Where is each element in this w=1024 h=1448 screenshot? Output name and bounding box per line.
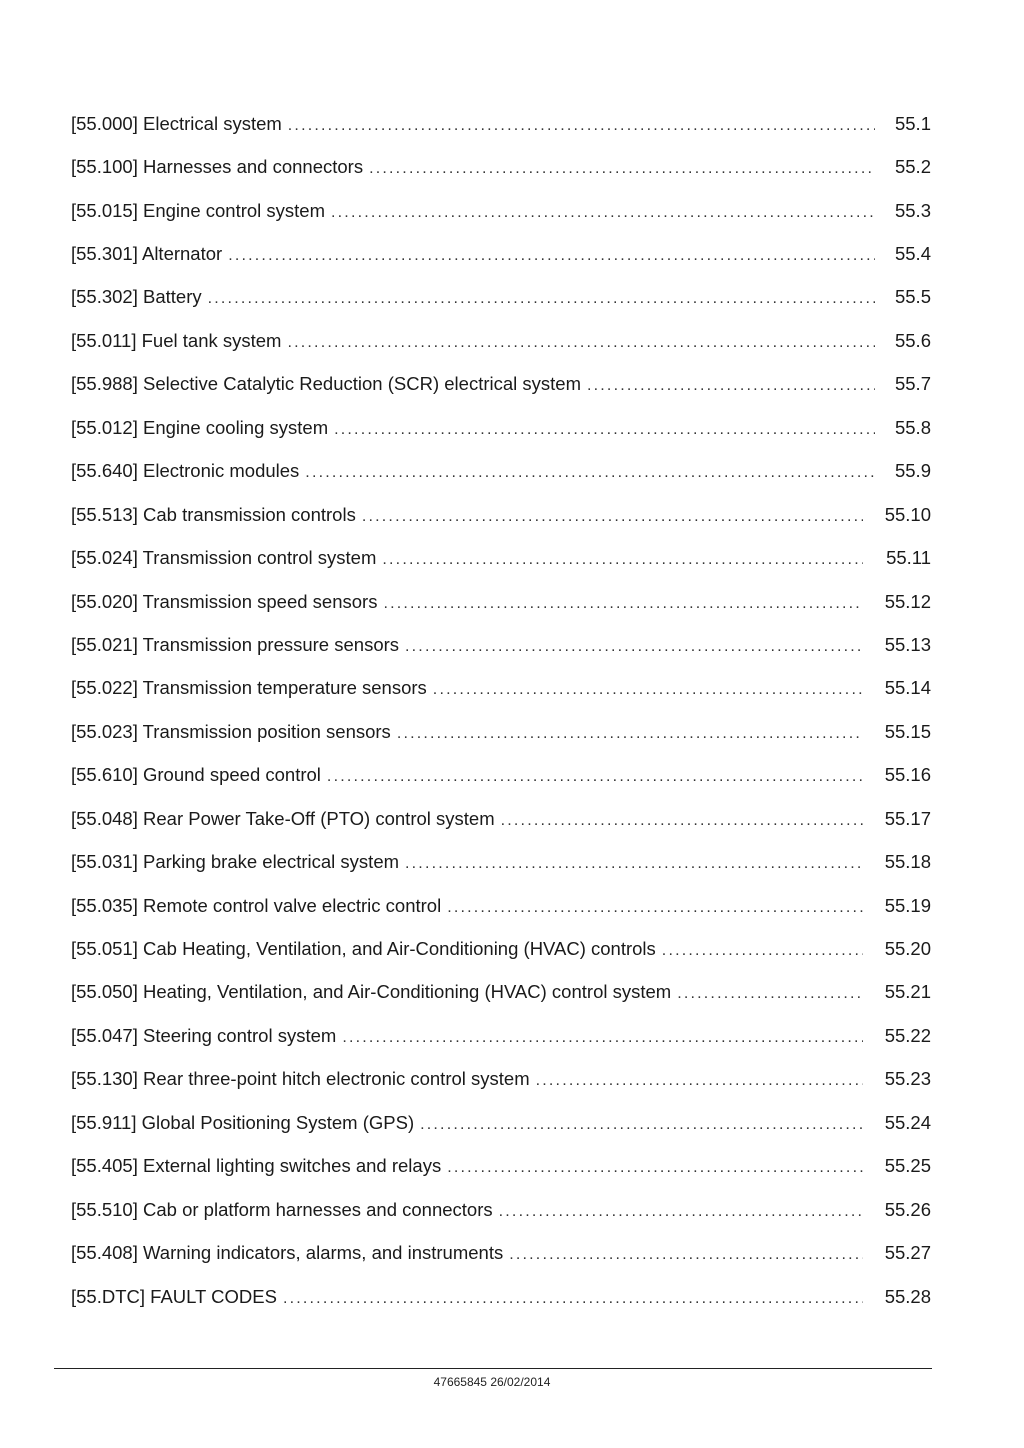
toc-entry-page: 55.1: [894, 112, 931, 134]
toc-entry[interactable]: [71, 927, 931, 970]
toc-entry-title: [55.020] Transmission speed sensors: [71, 590, 378, 612]
toc-leader-dots: [662, 942, 863, 960]
toc-entry-title: [55.035] Remote control valve electric control: [71, 894, 442, 916]
toc-leader-dots: [369, 160, 875, 178]
toc-entry-title: [55.610] Ground speed control: [71, 764, 321, 786]
toc-leader-dots: [405, 855, 863, 873]
toc-entry[interactable]: [71, 406, 931, 449]
toc-leader-dots: [420, 1116, 863, 1134]
toc-leader-dots: [397, 725, 863, 743]
toc-entry-page: 55.23: [884, 1068, 931, 1090]
toc-leader-dots: [208, 290, 875, 308]
table-of-contents: [71, 102, 931, 1318]
toc-entry[interactable]: [71, 667, 931, 710]
toc-entry-title: [55.988] Selective Catalytic Reduction (SCR) electrical system: [71, 373, 581, 395]
toc-leader-dots: [447, 899, 863, 917]
toc-entry-page: 55.28: [884, 1285, 931, 1307]
toc-entry[interactable]: [71, 1014, 931, 1057]
toc-leader-dots: [362, 508, 863, 526]
toc-entry-page: 55.2: [894, 156, 931, 178]
toc-entry[interactable]: [71, 102, 931, 145]
toc-leader-dots: [677, 985, 863, 1003]
toc-entry-title: [55.640] Electronic modules: [71, 460, 300, 482]
toc-entry-page: 55.5: [894, 286, 931, 308]
toc-entry-title: [55.911] Global Positioning System (GPS): [71, 1111, 415, 1133]
toc-entry-title: [55.031] Parking brake electrical system: [71, 851, 400, 873]
toc-entry-page: 55.6: [894, 329, 931, 351]
toc-leader-dots: [342, 1029, 863, 1047]
toc-leader-dots: [382, 551, 863, 569]
toc-entry[interactable]: [71, 319, 931, 362]
toc-entry-page: 55.20: [884, 938, 931, 960]
toc-entry[interactable]: [71, 1101, 931, 1144]
toc-entry[interactable]: [71, 232, 931, 275]
toc-entry[interactable]: [71, 1145, 931, 1188]
toc-entry-title: [55.DTC] FAULT CODES: [71, 1285, 277, 1307]
toc-entry[interactable]: [71, 189, 931, 232]
toc-entry-page: 55.21: [884, 981, 931, 1003]
toc-entry-page: 55.24: [884, 1111, 931, 1133]
toc-leader-dots: [405, 638, 863, 656]
toc-entry-page: 55.25: [884, 1155, 931, 1177]
toc-entry-page: 55.12: [884, 590, 931, 612]
toc-entry[interactable]: [71, 623, 931, 666]
toc-leader-dots: [433, 681, 863, 699]
toc-entry[interactable]: [71, 754, 931, 797]
toc-leader-dots: [501, 812, 863, 830]
toc-entry-page: 55.13: [884, 633, 931, 655]
toc-entry-page: 55.8: [894, 416, 931, 438]
toc-entry-title: [55.022] Transmission temperature sensors: [71, 677, 427, 699]
toc-leader-dots: [587, 377, 875, 395]
toc-entry-title: [55.015] Engine control system: [71, 199, 326, 221]
toc-entry[interactable]: [71, 1275, 931, 1318]
toc-entry[interactable]: [71, 276, 931, 319]
toc-leader-dots: [331, 204, 875, 222]
toc-entry-page: 55.27: [884, 1242, 931, 1264]
toc-entry-page: 55.7: [894, 373, 931, 395]
toc-leader-dots: [228, 247, 875, 265]
toc-entry-title: [55.051] Cab Heating, Ventilation, and Air-Conditioning (HVAC) controls: [71, 938, 656, 960]
toc-entry-title: [55.405] External lighting switches and relays: [71, 1155, 442, 1177]
toc-entry-title: [55.000] Electrical system: [71, 112, 282, 134]
toc-leader-dots: [305, 464, 875, 482]
toc-leader-dots: [327, 768, 863, 786]
toc-entry-page: 55.26: [884, 1198, 931, 1220]
toc-entry[interactable]: [71, 536, 931, 579]
toc-entry-page: 55.14: [884, 677, 931, 699]
toc-entry[interactable]: [71, 145, 931, 188]
toc-entry[interactable]: [71, 450, 931, 493]
toc-entry-title: [55.011] Fuel tank system: [71, 329, 282, 351]
toc-entry[interactable]: [71, 580, 931, 623]
toc-entry[interactable]: [71, 363, 931, 406]
toc-entry-title: [55.513] Cab transmission controls: [71, 503, 356, 525]
toc-entry-page: 55.11: [886, 547, 931, 569]
toc-entry-page: 55.18: [884, 851, 931, 873]
toc-entry-title: [55.408] Warning indicators, alarms, and instruments: [71, 1242, 504, 1264]
toc-leader-dots: [536, 1072, 863, 1090]
footer-document-id: 47665845 26/02/2014: [433, 1375, 551, 1389]
toc-entry-page: 55.17: [884, 807, 931, 829]
toc-entry-title: [55.023] Transmission position sensors: [71, 720, 391, 742]
toc-entry-title: [55.047] Steering control system: [71, 1024, 337, 1046]
toc-entry-title: [55.301] Alternator: [71, 243, 223, 265]
toc-entry[interactable]: [71, 1231, 931, 1274]
toc-leader-dots: [287, 334, 875, 352]
toc-entry[interactable]: [71, 840, 931, 883]
toc-entry[interactable]: [71, 710, 931, 753]
toc-entry[interactable]: [71, 1188, 931, 1231]
toc-entry-title: [55.050] Heating, Ventilation, and Air-Conditioning (HVAC) control system: [71, 981, 672, 1003]
toc-entry-page: 55.16: [884, 764, 931, 786]
toc-entry[interactable]: [71, 971, 931, 1014]
toc-entry-page: 55.3: [894, 199, 931, 221]
toc-entry-title: [55.024] Transmission control system: [71, 547, 377, 569]
toc-leader-dots: [509, 1246, 863, 1264]
toc-leader-dots: [334, 421, 875, 439]
toc-entry-page: 55.22: [884, 1024, 931, 1046]
toc-leader-dots: [447, 1159, 863, 1177]
toc-leader-dots: [383, 595, 863, 613]
toc-entry[interactable]: [71, 493, 931, 536]
toc-entry-title: [55.021] Transmission pressure sensors: [71, 633, 400, 655]
toc-entry[interactable]: [71, 797, 931, 840]
footer-divider: [54, 1368, 932, 1369]
toc-entry-title: [55.048] Rear Power Take-Off (PTO) control system: [71, 807, 495, 829]
toc-leader-dots: [288, 117, 875, 135]
toc-entry-title: [55.012] Engine cooling system: [71, 416, 329, 438]
toc-leader-dots: [499, 1203, 863, 1221]
toc-entry-title: [55.510] Cab or platform harnesses and connectors: [71, 1198, 493, 1220]
toc-entry-title: [55.302] Battery: [71, 286, 202, 308]
toc-entry[interactable]: [71, 1058, 931, 1101]
toc-entry-title: [55.100] Harnesses and connectors: [71, 156, 364, 178]
toc-entry-title: [55.130] Rear three-point hitch electronic control system: [71, 1068, 530, 1090]
toc-entry-page: 55.19: [884, 894, 931, 916]
toc-entry-page: 55.15: [884, 720, 931, 742]
toc-leader-dots: [283, 1290, 863, 1308]
toc-entry[interactable]: [71, 884, 931, 927]
toc-entry-page: 55.9: [894, 460, 931, 482]
toc-entry-page: 55.10: [884, 503, 931, 525]
toc-entry-page: 55.4: [894, 243, 931, 265]
